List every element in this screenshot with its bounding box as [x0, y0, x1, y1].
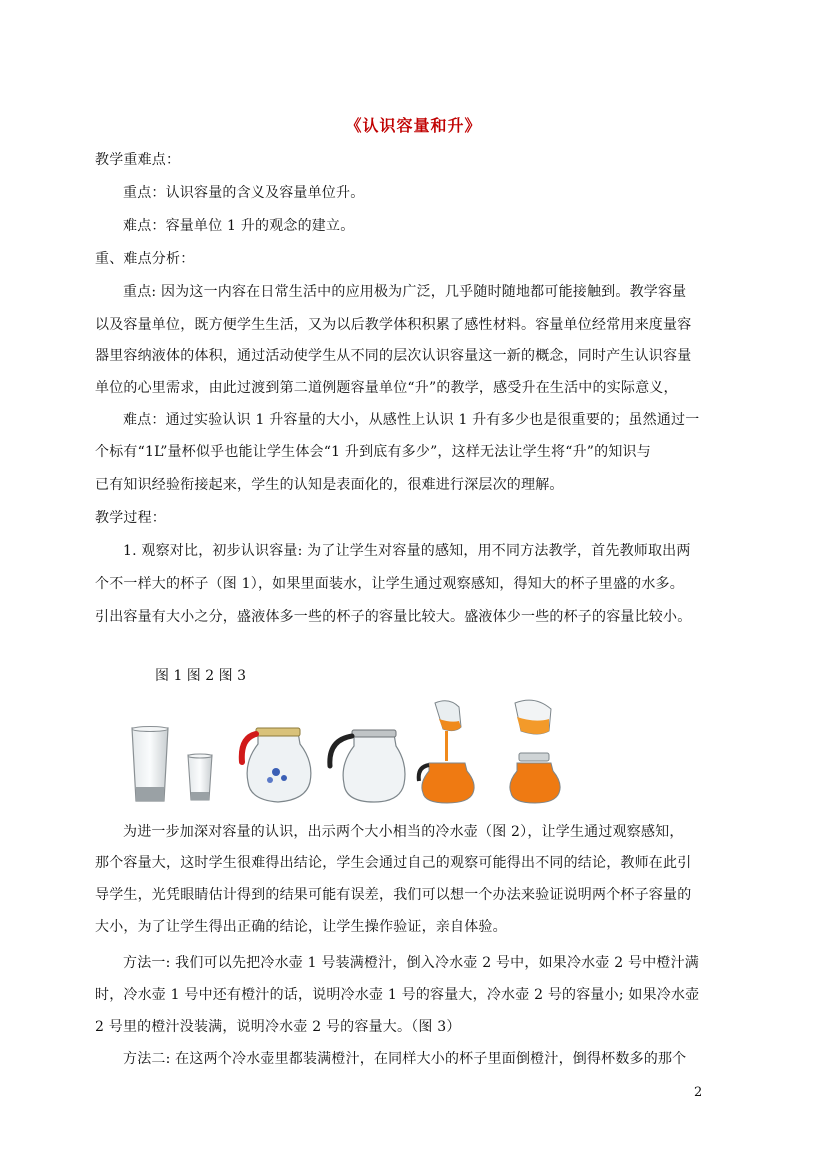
paragraph-line: 那个容量大，这时学生很难得出结论，学生会通过自己的观察可能得出不同的结论，教师在此引: [95, 855, 692, 871]
paragraph-line: 为进一步加深对容量的认识，出示两个大小相当的冷水壶（图 2），让学生通过观察感知，: [123, 824, 684, 840]
paragraph-line: 引出容量有大小之分，盛液体多一些的杯子的容量比较大。盛液体少一些的杯子的容量比较小。: [95, 609, 692, 625]
paragraph-line: 时，冷水壶 1 号中还有橙汁的话，说明冷水壶 1 号的容量大，冷水壶 2 号的容量小; 如果冷水壶: [95, 987, 700, 1003]
paragraph-line: 个不一样大的杯子（图 1），如果里面装水，让学生通过观察感知，得知大的杯子里盛的水多。: [95, 576, 684, 592]
figure-labels: 图 1 图 2 图 3: [155, 668, 246, 684]
tall-glass-image: [130, 725, 170, 803]
pouring-juice-image: [415, 697, 481, 805]
paragraph-line: 1. 观察对比，初步认识容量: 为了让学生对容量的感知，用不同方法教学，首先教师取出两: [123, 543, 691, 559]
kettle-1-image: [236, 720, 316, 804]
paragraph-line: 单位的心里需求，由此过渡到第二道例题容量单位“升”的教学，感受升在生活中的实际意义，: [95, 380, 678, 396]
kettle-2-image: [320, 722, 408, 804]
paragraph-line: 重点：认识容量的含义及容量单位升。: [123, 185, 365, 201]
paragraph-line: 难点：容量单位 1 升的观念的建立。: [123, 218, 355, 234]
short-glass-image: [186, 752, 214, 802]
document-title: 《认识容量和升》: [345, 116, 482, 135]
page-number: 2: [694, 1085, 703, 1100]
paragraph-line: 教学重难点：: [95, 152, 181, 168]
juice-comparison-image: [505, 697, 563, 805]
paragraph-line: 大小，为了让学生得出正确的结论，让学生操作验证，亲自体验。: [95, 919, 507, 935]
paragraph-line: 难点：通过实验认识 1 升容量的大小，从感性上认识 1 升有多少也是很重要的；虽然通过一: [123, 412, 700, 428]
paragraph-line: 重点: 因为这一内容在日常生活中的应用极为广泛，几乎随时随地都可能接触到。教学容量: [123, 284, 687, 300]
paragraph-line: 已有知识经验衔接起来，学生的认知是表面化的，很难进行深层次的理解。: [95, 477, 564, 493]
paragraph-line: 个标有“1L”量杯似乎也能让学生体会“1 升到底有多少”，这样无法让学生将“升”的知识与: [95, 444, 651, 460]
paragraph-line: 教学过程：: [95, 510, 166, 526]
paragraph-line: 以及容量单位，既方便学生生活，又为以后教学体积积累了感性材料。容量单位经常用来度量容: [95, 317, 692, 333]
paragraph-line: 方法二: 在这两个冷水壶里都装满橙汁，在同样大小的杯子里面倒橙汁，倒得杯数多的那个: [123, 1051, 687, 1067]
paragraph-line: 器里容纳液体的体积，通过活动使学生从不同的层次认识容量这一新的概念，同时产生认识容量: [95, 348, 692, 364]
paragraph-line: 2 号里的橙汁没装满，说明冷水壶 2 号的容量大。（图 3）: [95, 1019, 461, 1035]
paragraph-line: 方法一: 我们可以先把冷水壶 1 号装满橙汁，倒入冷水壶 2 号中，如果冷水壶 2 号中橙汁满: [123, 955, 699, 971]
paragraph-line: 导学生，光凭眼睛估计得到的结果可能有误差，我们可以想一个办法来验证说明两个杯子容量的: [95, 887, 692, 903]
paragraph-line: 重、难点分析：: [95, 251, 195, 267]
